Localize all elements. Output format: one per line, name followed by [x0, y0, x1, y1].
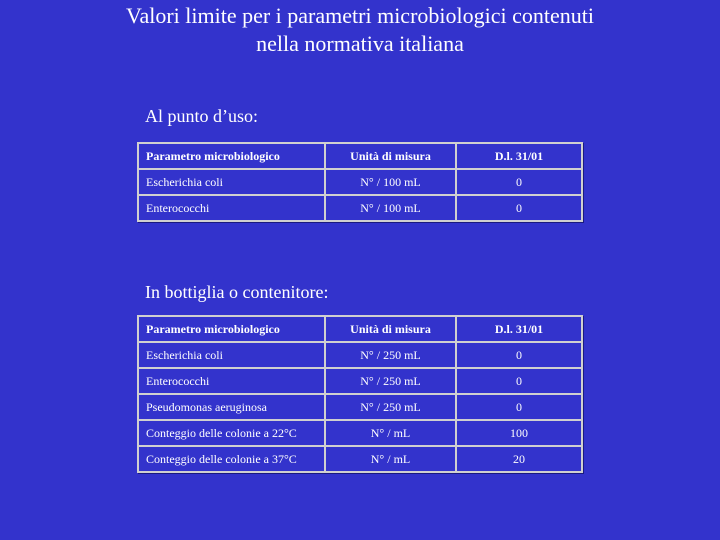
header-parameter: Parametro microbiologico [138, 143, 325, 169]
cell-unit: N° / 250 mL [325, 342, 456, 368]
table-row [138, 446, 582, 472]
slide-title [0, 2, 720, 58]
title-line-2: nella normativa italiana [256, 31, 464, 56]
cell-parameter: Escherichia coli [138, 169, 325, 195]
cell-limit: 100 [456, 420, 582, 446]
cell-unit: N° / mL [325, 420, 456, 446]
cell-parameter: Conteggio delle colonie a 22°C [138, 420, 325, 446]
cell-limit: 0 [456, 169, 582, 195]
table-header-row [138, 316, 582, 342]
header-unit: Unità di misura [325, 316, 456, 342]
table-row [138, 394, 582, 420]
table-row [138, 342, 582, 368]
cell-unit: N° / mL [325, 446, 456, 472]
cell-limit: 0 [456, 394, 582, 420]
cell-parameter: Pseudomonas aeruginosa [138, 394, 325, 420]
header-unit: Unità di misura [325, 143, 456, 169]
table-row [138, 195, 582, 221]
cell-parameter: Enterococchi [138, 195, 325, 221]
header-limit: D.l. 31/01 [456, 143, 582, 169]
cell-parameter: Conteggio delle colonie a 37°C [138, 446, 325, 472]
table-row [138, 420, 582, 446]
cell-unit: N° / 100 mL [325, 195, 456, 221]
cell-limit: 0 [456, 342, 582, 368]
cell-unit: N° / 250 mL [325, 368, 456, 394]
cell-unit: N° / 250 mL [325, 394, 456, 420]
cell-unit: N° / 100 mL [325, 169, 456, 195]
header-limit: D.l. 31/01 [456, 316, 582, 342]
table-row [138, 368, 582, 394]
cell-parameter: Escherichia coli [138, 342, 325, 368]
section-label-point-of-use: Al punto d’uso: [145, 106, 259, 126]
cell-parameter: Enterococchi [138, 368, 325, 394]
section-label-bottle: In bottiglia o contenitore: [145, 282, 329, 302]
cell-limit: 20 [456, 446, 582, 472]
cell-limit: 0 [456, 368, 582, 394]
table-header-row [138, 143, 582, 169]
header-parameter: Parametro microbiologico [138, 316, 325, 342]
title-line-1: Valori limite per i parametri microbiologici contenuti [126, 3, 594, 28]
table-bottle [137, 315, 583, 473]
table-point-of-use [137, 142, 583, 222]
table-row [138, 169, 582, 195]
cell-limit: 0 [456, 195, 582, 221]
